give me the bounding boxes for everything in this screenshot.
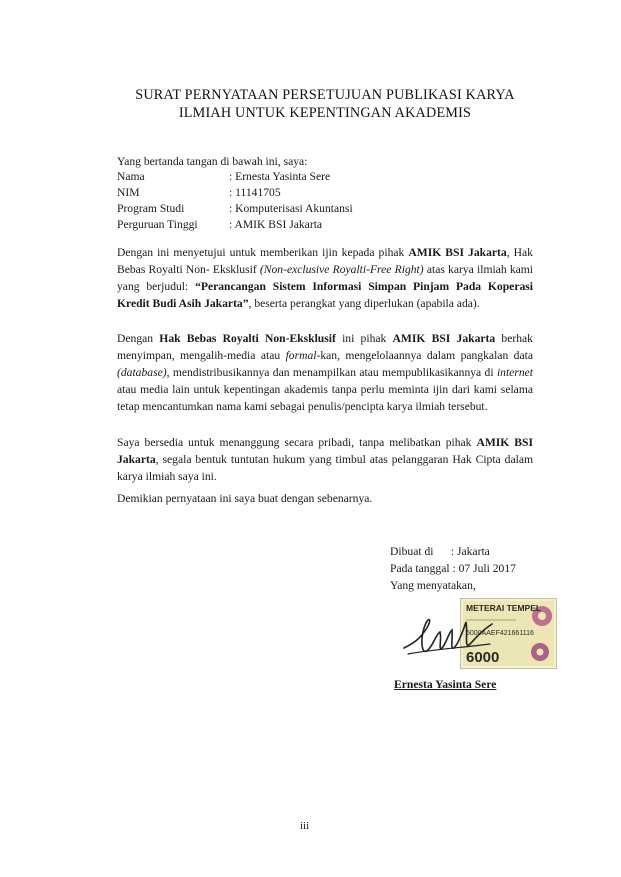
liability-paragraph (117, 434, 533, 485)
field-value: : 11141705 (229, 186, 281, 199)
identity-table (117, 170, 353, 234)
title-line-1: SURAT PERNYATAAN PERSETUJUAN PUBLIKASI KARYA (135, 87, 515, 103)
stamp-serial: 6000AAEF421661116 (466, 630, 534, 637)
field-label: NIM (117, 186, 140, 199)
identity-row-institution (117, 218, 353, 234)
text-run: atau media lain untuk kepentingan akademis tanpa perlu meminta ijin dari kami selama tetap mencantumkan nama kami sebagai penulis/pencipta karya ilmiah tersebut. (117, 383, 533, 413)
text-run-italic: (Non-exclusive Royalti-Free Right) (259, 263, 424, 276)
text-run: , segala bentuk tuntutan hukum yang timbul atas pelanggaran Hak Cipta dalam karya ilmiah saya ini. (117, 453, 533, 483)
institution-name: AMIK BSI Jakarta (408, 246, 507, 259)
document-title (60, 86, 590, 122)
intro-text: Yang bertanda tangan di bawah ini, saya: (117, 155, 308, 168)
identity-row-program (117, 202, 353, 218)
text-run-bold: Hak Bebas Royalti Non-Eksklusif (159, 332, 336, 345)
signatory-name: Ernesta Yasinta Sere (394, 678, 497, 691)
closing-paragraph: Demikian pernyataan ini saya buat dengan sebenarnya. (117, 492, 373, 505)
field-label: Nama (117, 170, 145, 183)
field-value: : AMIK BSI Jakarta (229, 218, 323, 231)
handwritten-signature (398, 604, 498, 666)
stamp-header: METERAI TEMPEL (466, 603, 542, 613)
consent-paragraph (117, 244, 533, 312)
text-run: Dengan (117, 332, 160, 345)
text-run-italic: (database) (117, 366, 167, 379)
identity-row-nim (117, 186, 353, 202)
text-run-italic: formal (285, 349, 317, 362)
text-run-italic: internet (496, 366, 533, 379)
page-number: iii (300, 820, 310, 832)
text-run: , beserta perangkat yang diperlukan (apabila ada). (248, 297, 480, 310)
text-run: , Hak Bebas Royalti Non- Eksklusif (117, 246, 533, 276)
field-label: Perguruan Tinggi (117, 218, 198, 231)
field-label: Program Studi (117, 202, 185, 215)
text-run: Saya bersedia untuk menanggung secara pribadi, tanpa melibatkan pihak (117, 436, 477, 449)
stamp-amount: 6000 (466, 649, 500, 666)
text-run: Dengan ini menyetujui untuk memberikan ijin kepada pihak (117, 246, 409, 259)
field-value: : Ernesta Yasinta Sere (229, 170, 331, 183)
text-run: , mendistribusikannya dan menampilkan atau mempublikasikannya di (166, 366, 497, 379)
title-line-2: ILMIAH UNTUK KEPENTINGAN AKADEMIS (178, 105, 472, 121)
thesis-title: “Perancangan Sistem Informasi Simpan Pinjam Pada Koperasi Kredit Budi Asih Jakarta” (117, 280, 533, 310)
text-run: atas karya ilmiah kami yang berjudul: (117, 263, 534, 293)
text-run: ini pihak (335, 332, 393, 345)
identity-row-name (117, 170, 353, 186)
text-run: -kan, mengelolaannya dalam pangkalan data (316, 349, 533, 362)
signing-place: Dibuat di : Jakarta (390, 545, 490, 558)
signature-block (390, 543, 516, 594)
rights-paragraph (117, 330, 533, 415)
signing-date: Pada tanggal : 07 Juli 2017 (390, 562, 516, 575)
text-run: berhak menyimpan, mengalih-media atau (117, 332, 533, 362)
institution-name: AMIK BSI Jakarta (117, 436, 533, 466)
field-value: : Komputerisasi Akuntansi (229, 202, 353, 215)
institution-name: AMIK BSI Jakarta (392, 332, 496, 345)
signing-closing: Yang menyatakan, (390, 579, 476, 592)
